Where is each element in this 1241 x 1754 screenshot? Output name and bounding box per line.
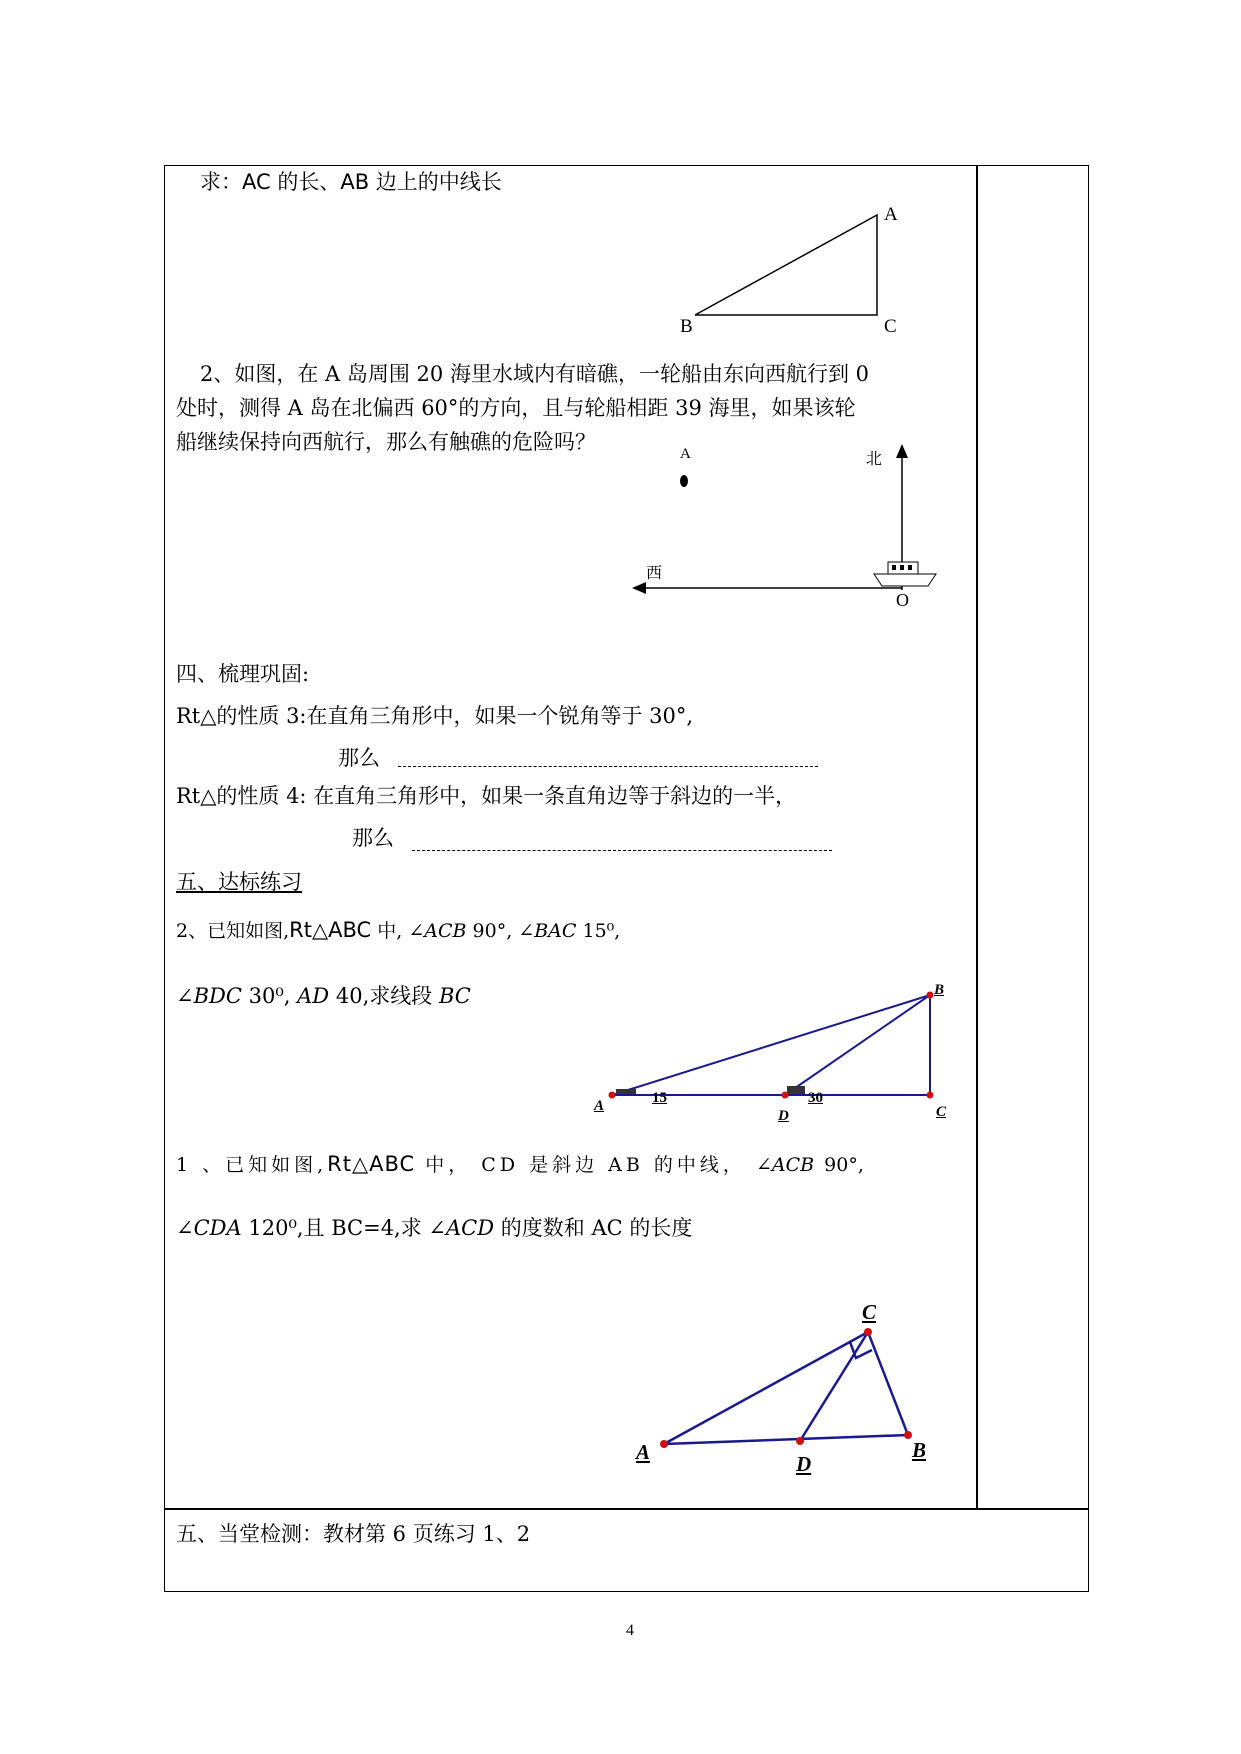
- ex1-line2: ∠CDA 120⁰,且 BC=4,求 ∠ACD 的度数和 AC 的长度: [176, 1216, 693, 1240]
- fig1b-label-c: C: [862, 1300, 877, 1324]
- ex1-line1: 1 、已知如图,Rt△ABC 中， CD 是斜边 AB 的中线， ∠ACB 90°,: [176, 1152, 864, 1176]
- column-divider: [976, 165, 978, 1509]
- page-number: 4: [626, 1622, 634, 1639]
- fig1-label-a: A: [884, 204, 898, 225]
- fig2-label-15: 15: [652, 1090, 667, 1106]
- problem1-question: 求：AC 的长、AB 边上的中线长: [200, 170, 502, 194]
- problem2-line3: 船继续保持向西航行，那么有触礁的危险吗？: [176, 430, 596, 454]
- prop3-blank: [398, 766, 818, 767]
- ex2-line1: 2、已知如图,Rt△ABC 中, ∠ACB 90°, ∠BAC 15⁰,: [176, 918, 621, 942]
- fig1-label-b: B: [680, 316, 693, 337]
- fig2-label-a: A: [594, 1098, 605, 1114]
- prop4-then: 那么: [352, 826, 394, 850]
- fig1b-label-d: D: [796, 1452, 812, 1476]
- fig-nav-label-o: O: [896, 590, 909, 610]
- fig1b-label-b: B: [912, 1438, 927, 1462]
- classroom-check: 五、当堂检测：教材第 6 页练习 1、2: [176, 1522, 531, 1546]
- prop4-text: Rt△的性质 4: 在直角三角形中，如果一条直角边等于斜边的一半，: [176, 784, 797, 808]
- ship-icon: [874, 562, 936, 586]
- triangle-abc-figure: [690, 210, 890, 330]
- problem2-line2: 处时，测得 A 岛在北偏西 60°的方向，且与轮船相距 39 海里，如果该轮: [176, 396, 856, 420]
- exercise2-figure: [600, 985, 940, 1105]
- fig-nav-label-west: 西: [646, 565, 663, 582]
- prop3-then: 那么: [338, 746, 380, 770]
- section5-title: 五、达标练习: [176, 870, 302, 894]
- prop4-blank: [412, 850, 832, 851]
- exercise1-figure: [650, 1320, 930, 1460]
- fig-nav-label-a: A: [680, 446, 691, 462]
- fig2-label-30: 30: [808, 1090, 823, 1106]
- fig2-label-d: D: [778, 1108, 789, 1124]
- prop3-text: Rt△的性质 3:在直角三角形中，如果一个锐角等于 30°,: [176, 704, 694, 728]
- fig2-label-c: C: [936, 1104, 947, 1120]
- ex2-line2: ∠BDC 30⁰, AD 40,求线段 BC: [176, 984, 471, 1008]
- navigation-figure: [630, 440, 950, 610]
- row-divider: [164, 1508, 1089, 1510]
- fig-nav-label-north: 北: [866, 451, 883, 468]
- section4-title: 四、梳理巩固:: [176, 662, 310, 686]
- fig1-label-c: C: [884, 316, 897, 337]
- problem2-line1: 2、如图，在 A 岛周围 20 海里水域内有暗礁，一轮船由东向西航行到 0: [200, 362, 869, 386]
- fig1b-label-a: A: [636, 1440, 651, 1464]
- fig2-label-b: B: [934, 982, 945, 998]
